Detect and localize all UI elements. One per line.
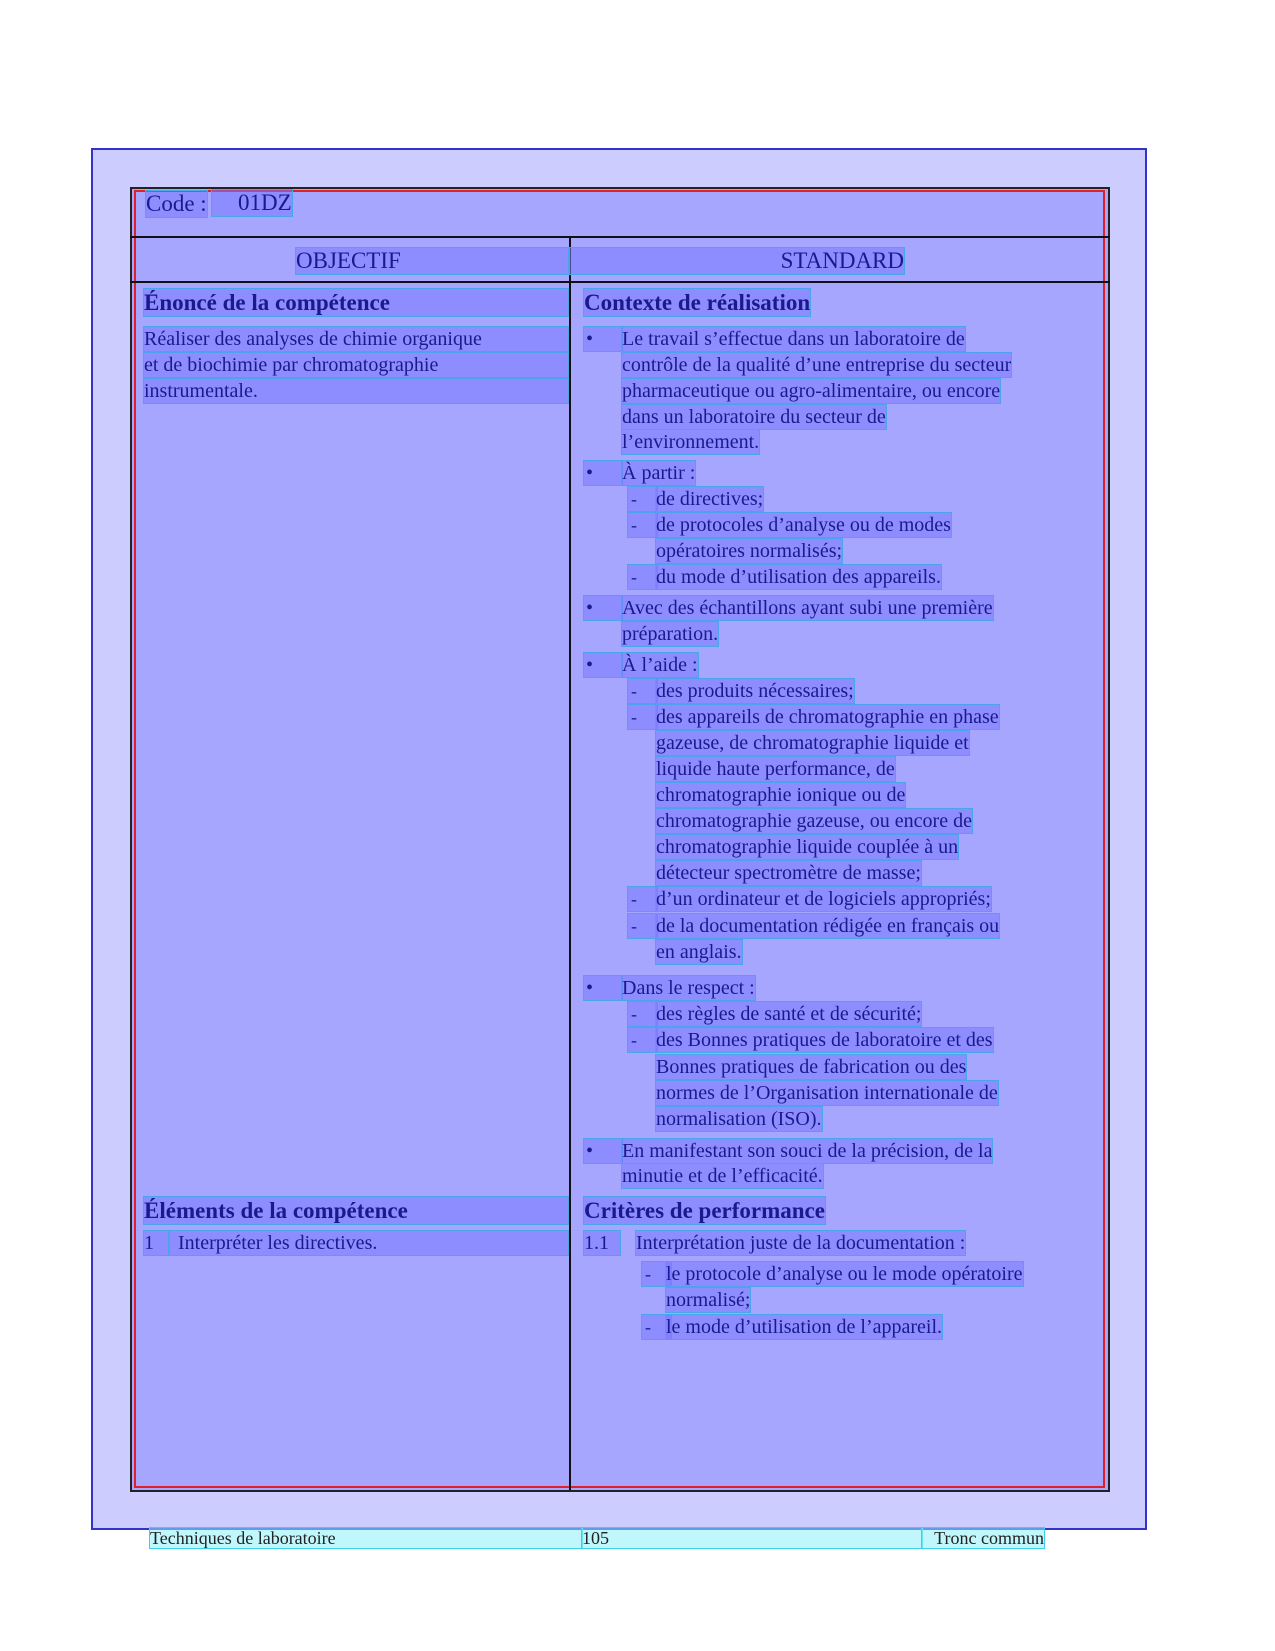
context-subitem: gazeuse, de chromatographie liquide et (656, 732, 969, 754)
dash: - (642, 1262, 671, 1286)
criterion-subitem: normalisé; (666, 1289, 751, 1311)
context-subitem: des produits nécessaires; (656, 680, 854, 702)
dash: - (628, 887, 657, 911)
context-line: Le travail s’effectue dans un laboratoire de (622, 328, 965, 350)
bullet: • (584, 327, 622, 351)
context-subitem: chromatographie liquide couplée à un (656, 836, 959, 858)
context-line: contrôle de la qualité d’une entreprise du secteur (622, 354, 1012, 376)
context-subitem: liquide haute performance, de (656, 758, 895, 780)
column-divider (569, 238, 571, 1490)
context-line: l’environnement. (622, 431, 760, 453)
footer-right: Tronc commun (922, 1528, 1044, 1548)
dash: - (642, 1315, 671, 1339)
context-subitem: en anglais. (656, 941, 742, 963)
bullet: • (584, 976, 622, 1000)
bullet: • (584, 1139, 622, 1163)
element-text: Interpréter les directives. (170, 1231, 568, 1255)
bullet: • (584, 653, 622, 677)
context-subitem: de protocoles d’analyse ou de modes (656, 514, 951, 536)
context-subitem: des règles de santé et de sécurité; (656, 1003, 922, 1025)
footer-left: Techniques de laboratoire (150, 1528, 582, 1548)
criteres-title: Critères de performance (584, 1198, 825, 1223)
elements-title: Éléments de la compétence (144, 1197, 568, 1224)
criterion-subitem: le mode d’utilisation de l’appareil. (666, 1316, 943, 1338)
contexte-title: Contexte de réalisation (584, 290, 811, 315)
enonce-line: Réaliser des analyses de chimie organique (144, 327, 568, 351)
code-label: Code : (146, 191, 207, 216)
dash: - (628, 705, 657, 729)
dash: - (628, 1028, 657, 1052)
context-subitem: Bonnes pratiques de fabrication ou des (656, 1056, 967, 1078)
dash: - (628, 914, 657, 938)
context-subitem: détecteur spectromètre de masse; (656, 862, 921, 884)
dash: - (628, 679, 657, 703)
criterion-subitem: le protocole d’analyse ou le mode opératoire (666, 1263, 1023, 1285)
context-subitem: chromatographie gazeuse, ou encore de (656, 810, 972, 832)
header-divider-bottom (130, 281, 1110, 283)
enonce-line: et de biochimie par chromatographie (144, 353, 568, 377)
context-subitem: normes de l’Organisation internationale de (656, 1082, 998, 1104)
context-subitem: de directives; (656, 488, 764, 510)
context-subitem: opératoires normalisés; (656, 540, 843, 562)
context-line: préparation. (622, 623, 719, 645)
dash: - (628, 565, 657, 589)
context-line: Avec des échantillons ayant subi une première (622, 597, 993, 619)
element-number: 1 (144, 1231, 168, 1255)
header-divider-top (130, 236, 1110, 238)
context-line: Dans le respect : (622, 977, 755, 999)
dash: - (628, 513, 657, 537)
context-line: En manifestant son souci de la précision, de la (622, 1140, 993, 1162)
criterion-text: Interprétation juste de la documentation : (636, 1232, 966, 1254)
context-line: pharmaceutique ou agro-alimentaire, ou encore (622, 380, 1001, 402)
context-line: À l’aide : (622, 654, 698, 676)
context-subitem: de la documentation rédigée en français ou (656, 915, 1000, 937)
column-header-standard: STANDARD (570, 248, 904, 274)
context-subitem: des appareils de chromatographie en phase (656, 706, 999, 728)
code-value: 01DZ (212, 190, 292, 216)
context-line: dans un laboratoire du secteur de (622, 406, 886, 428)
criterion-number: 1.1 (584, 1231, 620, 1255)
column-header-objectif: OBJECTIF (296, 248, 568, 274)
bullet: • (584, 461, 622, 485)
context-subitem: d’un ordinateur et de logiciels appropriés; (656, 888, 991, 910)
bullet: • (584, 596, 622, 620)
dash: - (628, 1002, 657, 1026)
enonce-title: Énoncé de la compétence (144, 289, 568, 316)
context-subitem: chromatographie ionique ou de (656, 784, 906, 806)
context-line: minutie et de l’efficacité. (622, 1165, 823, 1187)
dash: - (628, 487, 657, 511)
context-line: À partir : (622, 462, 696, 484)
context-subitem: du mode d’utilisation des appareils. (656, 566, 941, 588)
context-subitem: normalisation (ISO). (656, 1108, 822, 1130)
footer-page-number: 105 (582, 1528, 922, 1548)
enonce-line: instrumentale. (144, 379, 568, 403)
context-subitem: des Bonnes pratiques de laboratoire et des (656, 1029, 993, 1051)
